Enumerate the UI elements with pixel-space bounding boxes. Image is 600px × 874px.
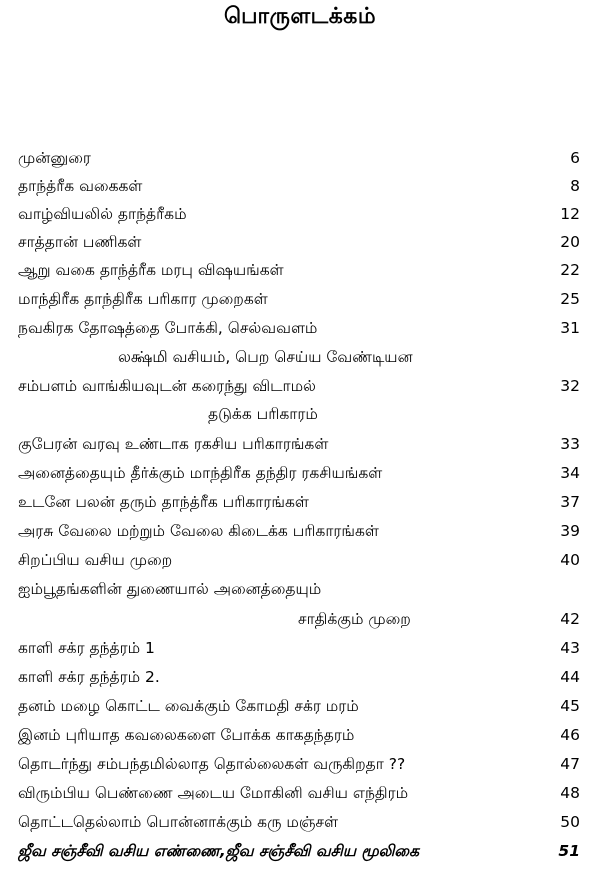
toc-entry-title: விரும்பிய பெண்ணை அடைய மோகினி வசிய எந்திரம் (18, 784, 409, 802)
toc-entry (18, 174, 580, 198)
toc-entry-title: சிறப்பிய வசிய முறை (18, 551, 173, 569)
toc-entry (18, 202, 580, 226)
toc-entry (18, 839, 580, 863)
toc-entry-title: அனைத்தையும் தீர்க்கும் மாந்திரீக தந்திர ரகசியங்கள் (18, 464, 383, 482)
toc-entry (18, 374, 580, 398)
toc-entry (18, 461, 580, 485)
toc-entry (18, 781, 580, 805)
toc-entry-title: நவகிரக தோஷத்தை போக்கி, செல்வவளம் (18, 319, 318, 337)
toc-entry (18, 548, 580, 572)
toc-entry-continued (18, 402, 580, 426)
toc-entry-page: 37 (560, 493, 580, 511)
toc-entry (18, 230, 580, 254)
toc-entry-title: சம்பளம் வாங்கியவுடன் கரைந்து விடாமல் (18, 377, 316, 395)
toc-entry-page: 25 (560, 290, 580, 308)
toc-entry-title: காளி சக்ர தந்த்ரம் 1 (18, 639, 155, 657)
toc-entry-title: தனம் மழை கொட்ட வைக்கும் கோமதி சக்ர மரம் (18, 697, 359, 715)
toc-entry (18, 665, 580, 689)
toc-entry-title: தாந்த்ரீக வகைகள் (18, 177, 143, 195)
toc-entry (18, 577, 580, 601)
toc-entry-page: 50 (560, 813, 580, 831)
toc-entry-title: தடுக்க பரிகாரம் (208, 405, 318, 423)
toc-entry-page: 45 (560, 697, 580, 715)
toc-entry-title: முன்னுரை (18, 149, 91, 167)
toc-entry-title: ஜீவ சஞ்சீவி வசிய எண்ணை,ஜீவ சஞ்சீவி வசிய மூலிகை (18, 842, 420, 860)
toc-entry-continued (18, 607, 580, 631)
toc-entry-title: அரசு வேலை மற்றும் வேலை கிடைக்க பரிகாரங்கள் (18, 522, 379, 540)
toc-entry-page: 34 (560, 464, 580, 482)
toc-entry (18, 146, 580, 170)
toc-entry-title: சாத்தான் பணிகள் (18, 233, 142, 251)
toc-entry-title: உடனே பலன் தரும் தாந்த்ரீக பரிகாரங்கள் (18, 493, 309, 511)
toc-entry (18, 636, 580, 660)
toc-entry-page: 44 (560, 668, 580, 686)
toc-entry-title: ஐம்பூதங்களின் துணையால் அனைத்தையும் (18, 580, 322, 598)
toc-entry (18, 519, 580, 543)
toc-entry-page: 8 (570, 177, 580, 195)
toc-entry (18, 810, 580, 834)
toc-entry-page: 42 (560, 610, 580, 628)
toc-entry-title: தொடர்ந்து சம்பந்தமில்லாத தொல்லைகள் வருகிறதா ?? (18, 755, 406, 773)
toc-entry-title: சாதிக்கும் முறை (298, 610, 411, 628)
toc-entry (18, 490, 580, 514)
toc-entry-title: காளி சக்ர தந்த்ரம் 2. (18, 668, 160, 686)
toc-entry-page: 6 (570, 149, 580, 167)
toc-entry-page: 20 (560, 233, 580, 251)
toc-entry-page: 32 (560, 377, 580, 395)
toc-entry (18, 287, 580, 311)
toc-entry (18, 723, 580, 747)
toc-entry (18, 258, 580, 282)
toc-entry-page: 48 (560, 784, 580, 802)
toc-entry-title: ஆறு வகை தாந்த்ரீக மரபு விஷயங்கள் (18, 261, 284, 279)
toc-entry-page: 43 (560, 639, 580, 657)
toc-entry-page: 40 (560, 551, 580, 569)
toc-entry-page: 31 (560, 319, 580, 337)
toc-entry-page: 22 (560, 261, 580, 279)
toc-entry-title: மாந்திரீக தாந்திரீக பரிகார முறைகள் (18, 290, 268, 308)
toc-entry-title: இனம் புரியாத கவலைகளை போக்க காகதந்தரம் (18, 726, 355, 744)
toc-entry (18, 316, 580, 340)
toc-entry-page: 33 (560, 435, 580, 453)
toc-entry-title: வாழ்வியலில் தாந்த்ரீகம் (18, 205, 187, 223)
toc-entry (18, 694, 580, 718)
toc-entry-page: 39 (560, 522, 580, 540)
toc-entry-page: 51 (558, 842, 580, 860)
page-title: பொருளடக்கம் (223, 4, 377, 29)
toc-entry (18, 432, 580, 456)
toc-entry (18, 752, 580, 776)
toc-entry-page: 47 (560, 755, 580, 773)
toc-entry-title: தொட்டதெல்லாம் பொன்னாக்கும் கரு மஞ்சள் (18, 813, 339, 831)
toc-entry-continued (18, 345, 580, 369)
toc-entry-title: லக்ஷ்மி வசியம், பெற செய்ய வேண்டியன (118, 348, 413, 366)
toc-entry-title: குபேரன் வரவு உண்டாக ரகசிய பரிகாரங்கள் (18, 435, 329, 453)
toc-entry-page: 12 (560, 205, 580, 223)
toc-entry-page: 46 (560, 726, 580, 744)
